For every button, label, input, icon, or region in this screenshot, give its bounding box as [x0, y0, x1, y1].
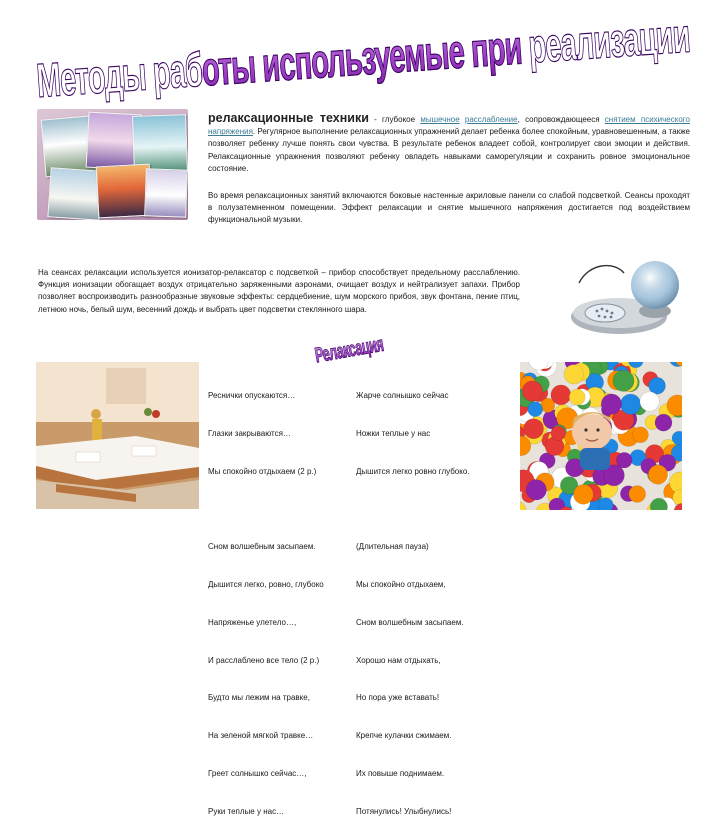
poem-line: Сном волшебным засыпаем. — [356, 617, 464, 627]
ball — [569, 389, 585, 405]
poem-line: Руки теплые у нас… — [208, 806, 285, 816]
text-fragment: , сопровождающееся — [517, 115, 605, 124]
poem-line: (Длительная пауза) — [356, 542, 429, 552]
poem-line: Реснички опускаются… — [208, 391, 296, 401]
poem-line: Будто мы лежим на травке, — [208, 693, 310, 703]
poem-line: Дышится легко, ровно, глубоко — [208, 580, 324, 590]
poem-line: Но пора уже вставать! — [356, 693, 440, 703]
poem-line: Ножки теплые у нас — [356, 428, 431, 438]
ionizer-paragraph: На сеансах релаксации используется ионизатор-релаксатор с подсветкой – прибор способствует предельному расслаблению. Функция ионизации обогащает воздух отрицательно заряженными аэронами, очищает воздух и нейтрализует запахи. Прибор позволяет воспроизводить разнообразные звуковые эффекты: сердцебиение, шум морского прибоя, звук фонтана, пение птиц, летнюю ночь, белый шум, весенний дождь и выбрать цвет подсветки стеклянного шара. — [38, 268, 520, 314]
ball — [520, 501, 526, 510]
ball — [655, 414, 672, 431]
ball-pit-photo — [520, 362, 682, 510]
bedroom-drawing — [36, 362, 199, 509]
poem-line: Глазки закрываются… — [208, 428, 291, 438]
ball — [528, 402, 543, 417]
bedroom-photo — [36, 362, 199, 509]
poem-left-column — [208, 365, 324, 831]
relaxation-sessions-text: Во время релаксационных занятий включаются боковые настенные акриловые панели со слабой подсветкой. Сеансы проходят в полузатемненном помещении. Эффект релаксации и снятие мышечного напряжения достигается под воздействием функциональной музыки. — [208, 191, 690, 225]
poem-line: Сном волшебным засыпаем. — [208, 542, 316, 552]
poem-line: Хорошо нам отдыхать, — [356, 655, 441, 665]
relaxation-heading: Релаксация — [303, 329, 398, 380]
poem-line: Мы спокойно отдыхаем (2 р.) — [208, 466, 317, 476]
relaxation-techniques-term: релаксационные техники — [208, 111, 369, 125]
ball — [522, 381, 542, 401]
relaxation-techniques-text — [208, 112, 690, 175]
poem-line — [356, 504, 470, 517]
poem-line: Жарче солнышко сейчас — [356, 391, 449, 401]
poem-line: Потянулись! Улыбнулись! — [356, 806, 452, 816]
ball — [564, 365, 583, 384]
ionizer-device-photo — [569, 243, 684, 340]
ball — [601, 394, 621, 414]
ball — [633, 427, 649, 443]
ball — [613, 370, 634, 391]
poem-line: Греет солнышко сейчас…, — [208, 769, 307, 778]
page-title: Методы работы используемые при реализации — [197, 0, 529, 119]
ionizer-drawing — [569, 243, 684, 340]
text-fragment: - глубокое — [368, 115, 421, 124]
relaxation-cds-photo — [37, 109, 188, 220]
ball — [526, 480, 546, 500]
psychic-tension-link[interactable]: снятием психического напряжения — [208, 115, 690, 137]
poem-line: И расслаблено все тело (2 р.) — [208, 655, 320, 665]
ball — [524, 419, 544, 439]
ball — [629, 486, 646, 503]
relaxation-link[interactable]: расслабление — [464, 115, 518, 124]
poem-line: Дышится легко ровно глубоко. — [356, 466, 470, 476]
poem-line: На зеленой мягкой травке… — [208, 731, 314, 741]
ball — [640, 392, 659, 411]
poem-right-column — [356, 365, 470, 831]
poem-line — [208, 504, 324, 517]
poem-line: Крепче кулачки сжимаем. — [356, 731, 452, 741]
ball — [574, 485, 594, 505]
poem-line: Мы спокойно отдыхаем, — [356, 580, 446, 590]
ball-pit-drawing — [520, 362, 682, 510]
poem-line: Напряженье улетело…, — [208, 617, 297, 627]
ball — [598, 498, 613, 510]
ball — [620, 394, 640, 414]
ball — [648, 465, 667, 484]
text-fragment: . Регулярное выполнение релаксационных упражнений делает ребенка более спокойным, уравновешенным, а также позволяет ребенку лучше понять свои чувства. В результате ребенок владеет собой, контролирует свои эмоции и действия. Релаксационные упражнения позволяют ребенку овладеть навыками саморегуляции и сохранить ровное эмоциональное состояние. — [208, 127, 690, 173]
muscle-link[interactable]: мышечное — [420, 115, 460, 124]
ball — [551, 426, 566, 441]
poem-line: Их повыше поднимаем. — [356, 769, 445, 778]
